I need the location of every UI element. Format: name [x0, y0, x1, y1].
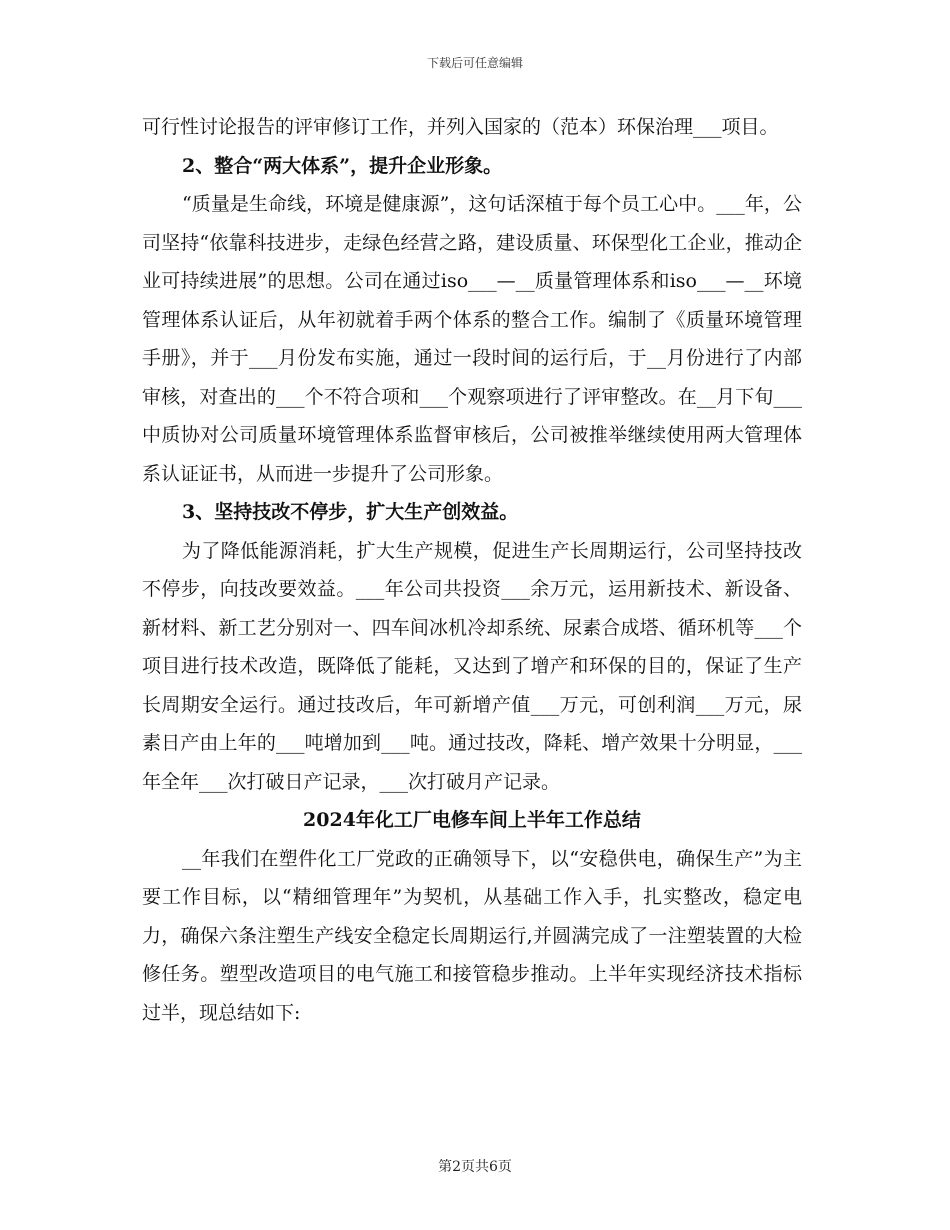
paragraph-quality-system: “质量是生命线，环境是健康源”，这句话深植于每个员工心中。___年，公司坚持“依靠科技进步，走绿色经营之路，建设质量、环保型化工企业，推动企业可持续进展”的思想。公司在通过iso___—__质量管理体系和iso___—__环境管理体系认证后，从年初就着手两个体系的整合工作。编制了《质量环境管理手册》，并于___月份发布实施，通过一段时间的运行后，于__月份进行了内部审核，对查出的___个不符合项和___个观察项进行了评审整改。在__月下旬___中质协对公司质量环境管理体系监督审核后，公司被推举继续使用两大管理体系认证证书，从而进一步提升了公司形象。	[142, 193, 802, 485]
document-title: 2024年化工厂电修车间上半年工作总结	[303, 809, 641, 831]
paragraph-continuation: 可行性讨论报告的评审修订工作，并列入国家的（范本）环保治理___项目。	[142, 116, 779, 138]
document-body	[142, 108, 802, 1032]
paragraph-tech-upgrade: 为了降低能源消耗，扩大生产规模，促进生产长周期运行，公司坚持技改不停步，向技改要效益。___年公司共投资___余万元，运用新技术、新设备、新材料、新工艺分别对一、四车间冰机冷却系统、尿素合成塔、循环机等___个项目进行技术改造，既降低了能耗，又达到了增产和环保的目的，保证了生产长周期安全运行。通过技改后，年可新增产值___万元，可创利润___万元，尿素日产由上年的___吨增加到___吨。通过技改，降耗、增产效果十分明显，___年全年___次打破日产记录，___次打破月产记录。	[142, 539, 802, 793]
page-footer: 第2页共6页	[438, 1159, 512, 1175]
paragraph-summary-intro: __年我们在塑件化工厂党政的正确领导下，以“安稳供电，确保生产”为主要工作目标，以“精细管理年”为契机，从基础工作入手，扎实整改，稳定电力，确保六条注塑生产线安全稳定长周期运行,并圆满完成了一注塑装置的大检修任务。塑型改造项目的电气施工和接管稳步推动。上半年实现经济技术指标过半，现总结如下:	[142, 847, 802, 1024]
section-heading-2: 2、整合“两大体系”，提升企业形象。	[182, 154, 503, 177]
section-heading-3: 3、坚持技改不停步，扩大生产创效益。	[182, 501, 519, 523]
page-header: 下载后可任意编辑	[426, 56, 523, 70]
